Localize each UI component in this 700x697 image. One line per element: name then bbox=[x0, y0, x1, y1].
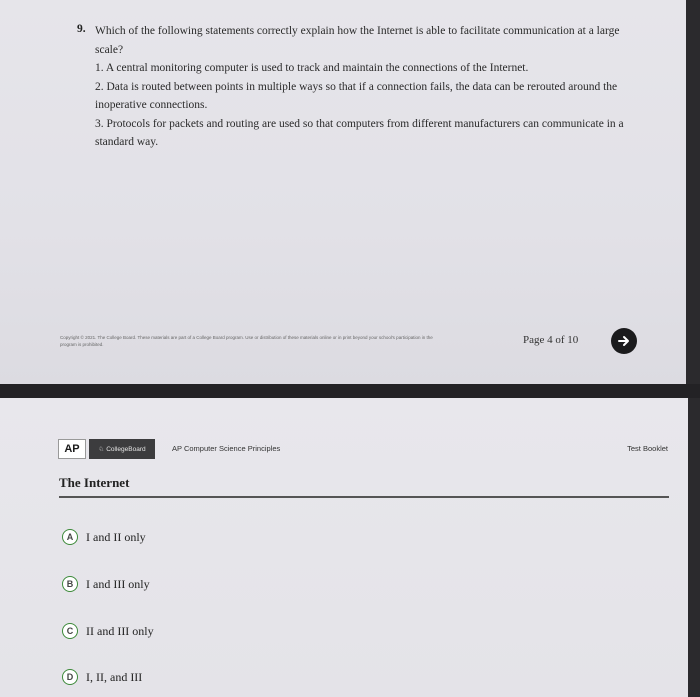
option-text: I and III only bbox=[86, 576, 150, 591]
page-gap bbox=[0, 384, 700, 398]
statement-1: 1. A central monitoring computer is used to track and maintain the connections of the Internet. bbox=[95, 62, 529, 74]
section-divider bbox=[59, 496, 669, 498]
option-letter: B bbox=[62, 576, 78, 592]
collegeboard-logo bbox=[89, 439, 155, 459]
booklet-header bbox=[58, 439, 668, 459]
question-prompt: Which of the following statements correctly explain how the Internet is able to facilitate communication at a large scale? bbox=[95, 25, 620, 56]
option-text: I and II only bbox=[86, 529, 146, 544]
option-letter: D bbox=[62, 669, 78, 685]
answer-option-b[interactable] bbox=[62, 576, 150, 592]
copyright-notice: Copyright © 2021. The College Board. These materials are part of a College Board program. Use or distribution of these materials online or in print beyond your school's participation in the program is prohibited. bbox=[60, 335, 433, 347]
answer-option-d[interactable] bbox=[62, 669, 142, 685]
option-text: I, II, and III bbox=[86, 669, 143, 684]
answer-option-a[interactable] bbox=[62, 529, 146, 545]
option-letter: C bbox=[62, 623, 78, 639]
acorn-icon: ♘ bbox=[98, 446, 105, 453]
statement-2: 2. Data is routed between points in multiple ways so that if a connection fails, the data can be rerouted around the inoperative connections. bbox=[95, 80, 618, 111]
test-page-bottom bbox=[0, 398, 688, 697]
option-letter: A bbox=[62, 529, 78, 545]
question-number: 9. bbox=[77, 23, 86, 35]
answer-option-c[interactable] bbox=[62, 623, 154, 639]
section-title: The Internet bbox=[59, 475, 130, 490]
collegeboard-text: CollegeBoard bbox=[106, 445, 146, 453]
question-text bbox=[95, 22, 635, 152]
page-indicator: Page 4 of 10 bbox=[523, 334, 579, 346]
arrow-right-icon bbox=[617, 334, 631, 348]
next-page-button[interactable] bbox=[611, 328, 637, 354]
statement-3: 3. Protocols for packets and routing are used so that computers from different manufacturers can communicate in a standard way. bbox=[95, 117, 624, 148]
course-name: AP Computer Science Principles bbox=[172, 444, 281, 453]
test-booklet-label: Test Booklet bbox=[627, 444, 668, 453]
ap-logo: AP bbox=[58, 439, 86, 459]
option-text: II and III only bbox=[86, 623, 154, 638]
